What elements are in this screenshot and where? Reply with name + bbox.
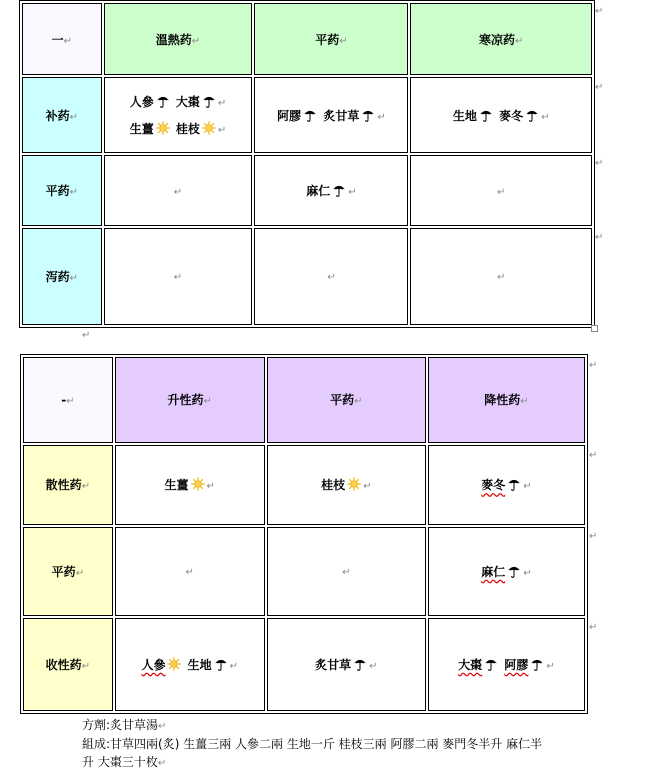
herb-rehmannia: 生地 — [187, 657, 212, 672]
table2-cell-neutral-ascend — [115, 527, 265, 616]
table2-cell-astringe-neutral — [267, 618, 426, 711]
paragraph-mark: ↵ — [377, 111, 386, 123]
herb-jujube: 大棗 — [458, 657, 483, 672]
umbrella-icon — [361, 108, 375, 122]
paragraph-mark: ↵ — [497, 272, 506, 284]
paragraph-mark: ↵ — [69, 111, 78, 123]
table1-cell-neutral-neutral — [254, 155, 408, 225]
table2-cell-neutral-descend — [428, 527, 585, 616]
sun-icon — [167, 657, 181, 671]
paragraph-mark: ↵ — [327, 272, 336, 284]
row-end-mark: ↵ — [589, 531, 598, 542]
row-end-mark: ↵ — [595, 232, 604, 243]
herb-ejiao: 阿膠 — [277, 108, 302, 123]
herb-licorice: 炙甘草 — [315, 657, 352, 672]
paragraph-mark: ↵ — [497, 186, 506, 198]
umbrella-icon — [303, 108, 317, 122]
herb-ginseng: 人參 — [141, 657, 166, 672]
table1-cell-purge-neutral — [254, 228, 408, 325]
table-ascend-descend — [20, 354, 588, 714]
herb-cinnamon: 桂枝 — [175, 122, 200, 137]
umbrella-icon — [484, 657, 498, 671]
table1-row-header-neutral: 平药↵ — [22, 155, 102, 225]
sun-icon — [202, 121, 216, 135]
herb-ophiopogon: 麥冬 — [499, 108, 524, 123]
table2-cell-disperse-descend — [428, 445, 585, 525]
umbrella-icon — [507, 564, 521, 578]
paragraph-mark: ↵ — [348, 187, 357, 199]
table2-cell-astringe-descend — [428, 618, 585, 711]
table-tonify-purge — [19, 0, 595, 328]
umbrella-icon — [156, 94, 170, 108]
paragraph-mark: ↵ — [81, 481, 91, 493]
paragraph-mark: ↵ — [515, 35, 524, 47]
paragraph-mark: ↵ — [157, 758, 167, 769]
paragraph-mark: ↵ — [229, 660, 239, 672]
table1-cell-tonify-warm — [104, 77, 253, 153]
table2-header-ascend: 升性药↵ — [115, 357, 265, 443]
table-resize-handle[interactable] — [591, 325, 598, 332]
paragraph-mark: ↵ — [206, 481, 215, 493]
table1-header-cold: 寒凉药↵ — [410, 3, 592, 75]
table2-cell-astringe-ascend — [115, 618, 265, 711]
paragraph-mark: ↵ — [173, 186, 183, 198]
paragraph-mark: ↵ — [523, 567, 532, 579]
paragraph-mark: ↵ — [66, 395, 75, 407]
table1-cell-tonify-neutral — [254, 77, 408, 153]
paragraph-mark: ↵ — [158, 721, 167, 732]
umbrella-icon — [332, 183, 346, 197]
table1-header-neutral: 平药↵ — [254, 3, 408, 75]
paragraph-mark: ↵ — [541, 111, 550, 123]
paragraph-mark: ↵ — [546, 660, 555, 672]
paragraph-mark: ↵ — [363, 481, 372, 493]
paragraph-mark: ↵ — [217, 98, 227, 110]
table1-cell-tonify-cold — [410, 77, 592, 153]
paragraph-mark: ↵ — [191, 35, 201, 47]
paragraph-mark: ↵ — [217, 125, 227, 137]
paragraph-mark: ↵ — [173, 272, 183, 284]
paragraph-mark: ↵ — [203, 396, 212, 408]
herb-ginger: 生薑 — [164, 478, 189, 493]
table1-row-header-tonify: 补药↵ — [22, 77, 102, 153]
umbrella-icon — [479, 108, 493, 122]
herb-ejiao: 阿膠 — [504, 657, 529, 672]
paragraph-mark: ↵ — [523, 481, 532, 493]
table1-corner-cell: 一↵ — [22, 3, 102, 75]
row-end-mark: ↵ — [589, 450, 598, 461]
table2-header-descend: 降性药↵ — [428, 357, 585, 443]
table2-cell-neutral-neutral — [267, 527, 426, 616]
umbrella-icon — [202, 94, 216, 108]
sun-icon — [191, 477, 205, 491]
paragraph-mark: ↵ — [520, 396, 529, 408]
paragraph-mark: ↵ — [75, 567, 85, 579]
paragraph-mark: ↵ — [82, 330, 91, 341]
paragraph-mark: ↵ — [69, 272, 78, 284]
paragraph-mark: ↵ — [69, 187, 78, 199]
herb-licorice: 炙甘草 — [323, 108, 360, 123]
table2-row-header-disperse: 散性药↵ — [23, 445, 113, 525]
herb-rehmannia: 生地 — [452, 108, 477, 123]
herb-cinnamon: 桂枝 — [321, 478, 346, 493]
paragraph-mark: ↵ — [63, 35, 72, 47]
row-end-mark: ↵ — [595, 82, 604, 93]
paragraph-mark: ↵ — [354, 396, 363, 408]
table1-cell-purge-warm — [104, 228, 253, 325]
paragraph-mark: ↵ — [81, 660, 91, 672]
herb-ginger: 生薑 — [129, 122, 154, 137]
formula-composition: 組成:甘草四兩(炙) 生薑三兩 人參二兩 生地一斤 桂枝三兩 阿膠二兩 麥門冬半升 麻仁半 — [82, 737, 543, 751]
paragraph-mark: ↵ — [342, 567, 351, 579]
table1-cell-neutral-warm — [104, 155, 253, 225]
table1-header-warm: 溫熱药↵ — [104, 3, 253, 75]
sun-icon — [156, 121, 170, 135]
row-end-mark: ↵ — [595, 6, 604, 17]
herb-jujube: 大棗 — [175, 95, 200, 110]
table2-row-header-astringe: 收性药↵ — [23, 618, 113, 711]
paragraph-mark: ↵ — [369, 660, 378, 672]
umbrella-icon — [525, 108, 539, 122]
umbrella-icon — [530, 657, 544, 671]
herb-ginseng: 人參 — [129, 95, 154, 110]
table1-row-header-purge: 泻药↵ — [22, 228, 102, 325]
table2-corner-cell: -↵ — [23, 357, 113, 443]
paragraph-mark: ↵ — [339, 35, 348, 47]
sun-icon — [347, 477, 361, 491]
formula-composition-cont: 升 大棗三十枚↵ — [82, 755, 167, 769]
table1-cell-neutral-cold — [410, 155, 592, 225]
row-end-mark: ↵ — [589, 360, 598, 371]
herb-hemp-seed: 麻仁 — [306, 184, 331, 199]
herb-ophiopogon: 麥冬 — [481, 478, 506, 493]
umbrella-icon — [353, 657, 367, 671]
row-end-mark: ↵ — [595, 158, 604, 169]
row-end-mark: ↵ — [589, 622, 598, 633]
table2-header-neutral: 平药↵ — [267, 357, 426, 443]
table1-cell-purge-cold — [410, 228, 592, 325]
umbrella-icon — [214, 657, 228, 671]
paragraph-mark: ↵ — [185, 567, 194, 579]
herb-hemp-seed: 麻仁 — [481, 564, 506, 579]
formula-name: 方劑:炙甘草湯↵ — [82, 718, 167, 732]
table2-row-header-neutral: 平药↵ — [23, 527, 113, 616]
umbrella-icon — [507, 477, 521, 491]
table2-cell-disperse-neutral — [267, 445, 426, 525]
table2-cell-disperse-ascend — [115, 445, 265, 525]
